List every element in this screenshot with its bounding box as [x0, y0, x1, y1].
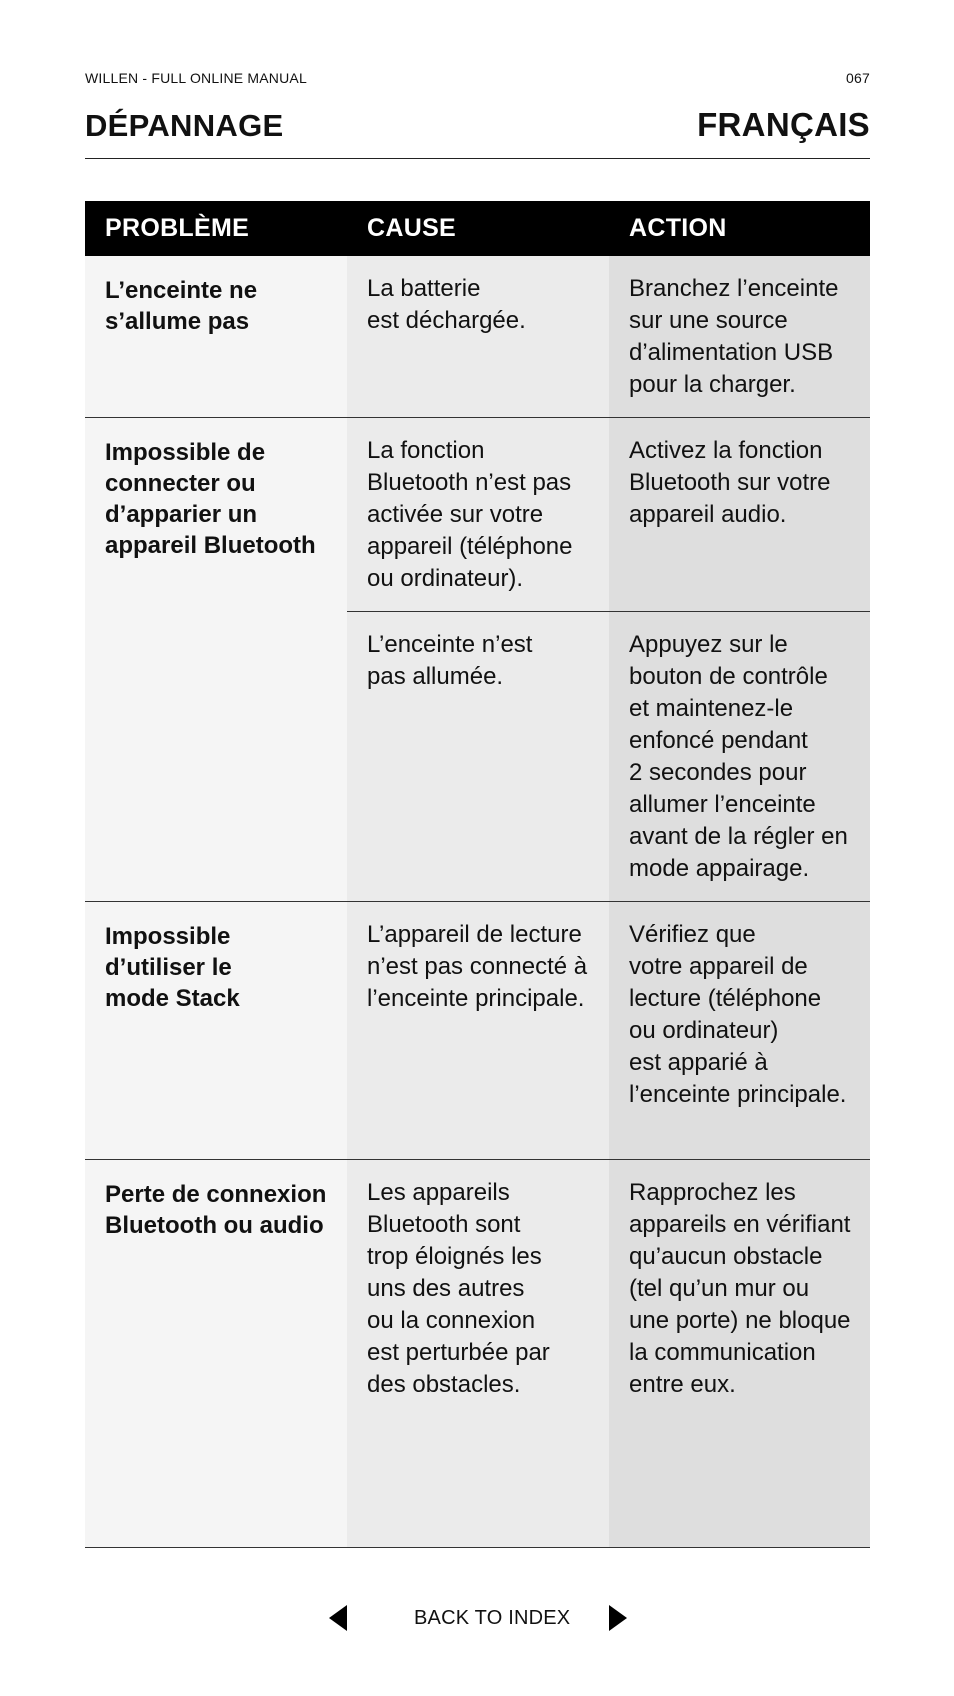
manual-title: WILLEN - FULL ONLINE MANUAL [85, 70, 307, 86]
language-label: FRANÇAIS [697, 106, 870, 143]
cause-action-column [347, 902, 870, 1159]
problem-cell: Impossible de connecter ou d’apparier un appareil Bluetooth [85, 418, 347, 901]
problem-cell: Perte de connexion Bluetooth ou audio [85, 1160, 347, 1547]
cause-cell: Les appareils Bluetooth sont trop éloignés les uns des autres ou la connexion est perturbée par des obstacles. [347, 1160, 609, 1547]
cause-cell: L’appareil de lecture n’est pas connecté à l’enceinte principale. [347, 902, 609, 1159]
column-header-problem: PROBLÈME [105, 214, 250, 242]
action-cell: Rapprochez les appareils en vérifiant qu’aucun obstacle (tel qu’un mur ou une porte) ne bloque la communication entre eux. [609, 1160, 870, 1547]
troubleshooting-table [85, 201, 870, 1548]
title-row [85, 106, 870, 144]
column-header-action: ACTION [629, 214, 727, 242]
table-header [85, 201, 870, 256]
cause-cell: La fonction Bluetooth n’est pas activée sur votre appareil (téléphone ou ordinateur). [347, 418, 609, 611]
cause-cell: L’enceinte n’est pas allumée. [347, 612, 609, 901]
running-header [85, 70, 870, 86]
table-row-group [85, 1160, 870, 1548]
action-cell: Activez la fonction Bluetooth sur votre appareil audio. [609, 418, 870, 611]
table-row [347, 256, 870, 417]
table-row-group [85, 256, 870, 418]
section-title: DÉPANNAGE [85, 108, 284, 143]
table-row [347, 1160, 870, 1547]
cause-action-column [347, 256, 870, 417]
triangle-right-icon[interactable] [609, 1605, 627, 1631]
footer-navigation [0, 1601, 954, 1635]
page-number: 067 [846, 70, 870, 86]
cause-action-column [347, 1160, 870, 1547]
back-to-index-link[interactable]: BACK TO INDEX [414, 1607, 571, 1629]
triangle-left-icon[interactable] [329, 1605, 347, 1631]
table-row [347, 418, 870, 611]
column-header-cause: CAUSE [367, 214, 457, 242]
table-row-group [85, 418, 870, 902]
action-cell: Branchez l’enceinte sur une source d’alimentation USB pour la charger. [609, 256, 870, 417]
heading-divider [85, 158, 870, 159]
table-row-group [85, 902, 870, 1160]
action-cell: Appuyez sur le bouton de contrôle et maintenez-le enfoncé pendant 2 secondes pour allumer l’enceinte avant de la régler en mode appairage. [609, 612, 870, 901]
action-cell: Vérifiez que votre appareil de lecture (téléphone ou ordinateur) est apparié à l’enceinte principale. [609, 902, 870, 1159]
cause-action-column [347, 418, 870, 901]
problem-cell: Impossible d’utiliser le mode Stack [85, 902, 347, 1159]
cause-cell: La batterie est déchargée. [347, 256, 609, 417]
table-row [347, 902, 870, 1159]
table-row [347, 611, 870, 901]
problem-cell: L’enceinte ne s’allume pas [85, 256, 347, 417]
